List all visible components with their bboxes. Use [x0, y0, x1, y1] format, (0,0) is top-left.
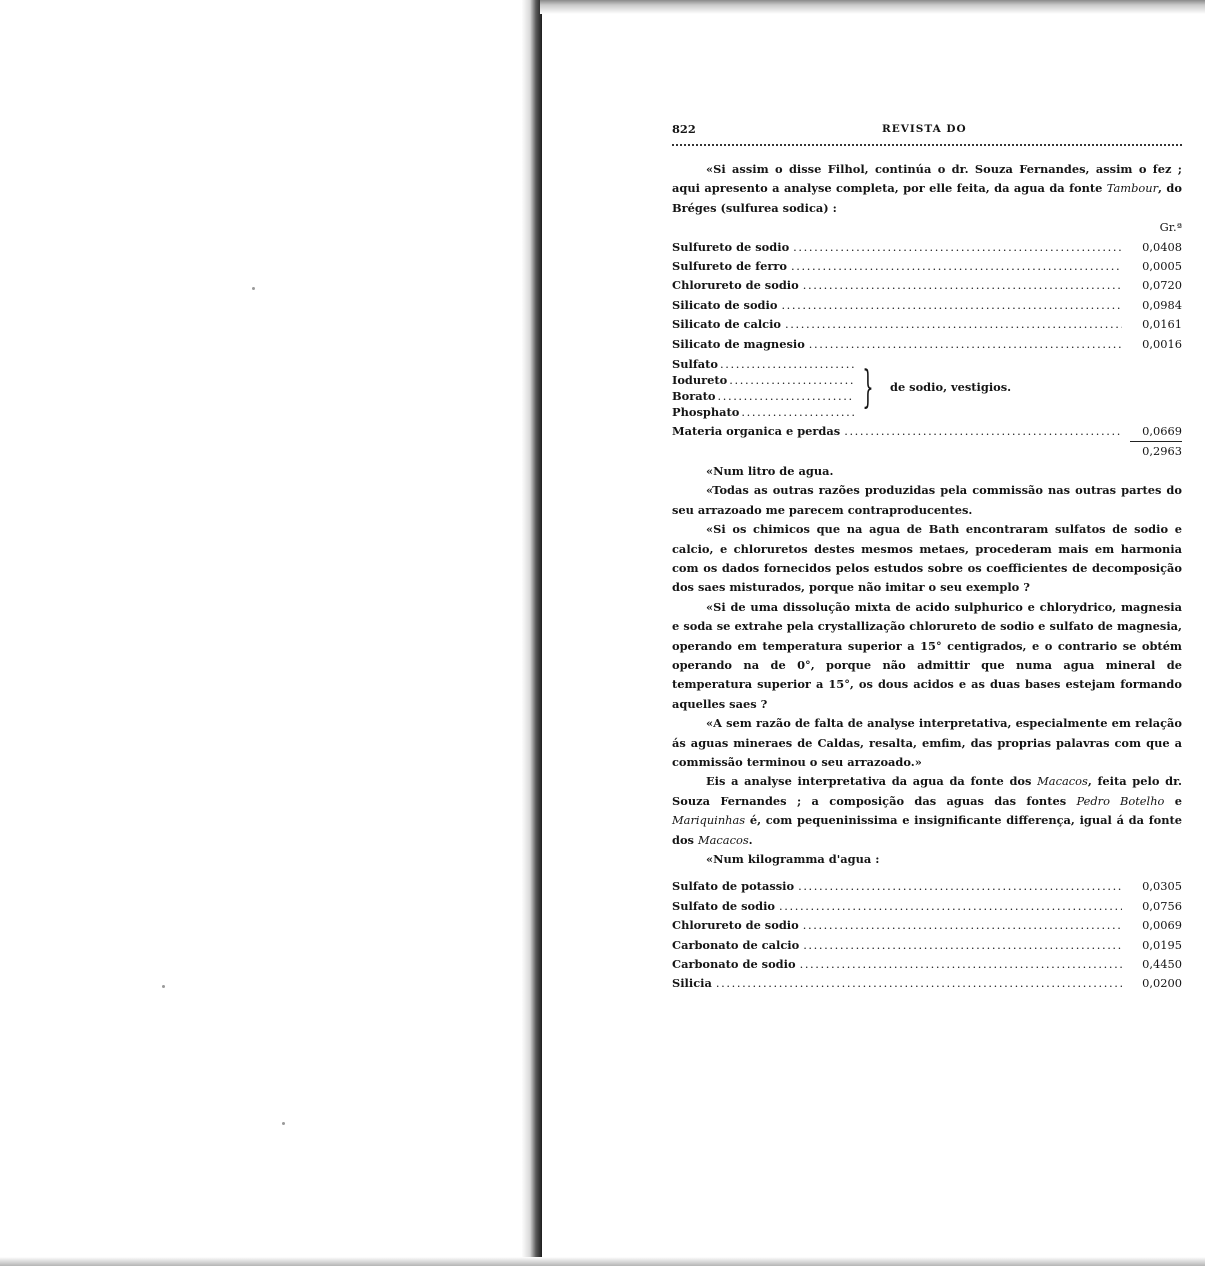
- spring-name: Macacos: [697, 832, 749, 847]
- table-row: Carbonato de calcio . . . 0,0195: [672, 936, 1182, 955]
- table-caption: «Num kilogramma d'agua :: [706, 852, 880, 866]
- table-row: Silicato de calcio . . . 0,0161: [672, 315, 1182, 334]
- table-row: Sulfureto de ferro . . . 0,0005: [672, 257, 1182, 276]
- intro-paragraph: «Si assim o disse Filhol, continúa o dr. Souza Fernandes, assim o fez ; aqui apresento a analyse completa, por elle feita, da agua da fonte Tambour, do Bréges (sulfurea sodica) :: [672, 162, 1182, 215]
- table-row: Chlorureto de sodio . . . 0,0069: [672, 916, 1182, 935]
- book-page: [672, 120, 1182, 994]
- trace-note: de sodio, vestigios.: [890, 380, 1012, 395]
- header-rule: [672, 144, 1182, 146]
- scan-speck: [162, 985, 165, 988]
- body-paragraph: «Todas as outras razões produzidas pela commissão nas outras partes do seu arrazoado me parecem contraproducentes.: [672, 483, 1182, 517]
- scan-speck: [252, 287, 255, 290]
- trace-item: Borato . . .: [672, 388, 854, 404]
- table-total: 0,2963: [1142, 444, 1182, 459]
- trace-list: [672, 356, 854, 420]
- table-row: Silicia . . . 0,0200: [672, 974, 1182, 993]
- trace-item: Sulfato . . .: [672, 356, 854, 372]
- page-number: 822: [672, 122, 696, 136]
- body-paragraph: «Si os chimicos que na agua de Bath encontraram sulfatos de sodio e calcio, e chloruretos destes mesmos metaes, procederam mais em harmonia com os dados fornecidos pelos estudos sobre os coefficientes de decomposição dos saes misturados, porque não imitar o seu exemplo ?: [672, 522, 1182, 595]
- table-row: Silicato de magnesio . . . 0,0016: [672, 335, 1182, 354]
- spring-name: Tambour: [1106, 181, 1159, 196]
- table-row: Materia organica e perdas . . . 0,0669: [672, 422, 1182, 441]
- table-row: Sulfureto de sodio . . . 0,0408: [672, 238, 1182, 257]
- body-paragraph: «A sem razão de falta de analyse interpretativa, especialmente em relação ás aguas mineraes de Caldas, resalta, emfim, das proprias palavras com que a commissão terminou o seu arrazoado.»: [672, 716, 1182, 769]
- scan-speck: [282, 1122, 285, 1125]
- brace-symbol: }: [862, 362, 874, 414]
- analysis-table-2: [672, 877, 1182, 993]
- spring-name: Macacos: [1037, 774, 1088, 789]
- trace-compounds-group: [672, 356, 1182, 420]
- table-row: Silicato de sodio . . . 0,0984: [672, 296, 1182, 315]
- table-row: Sulfato de sodio . . . 0,0756: [672, 897, 1182, 916]
- analysis-table-1: [672, 218, 1182, 481]
- body-paragraph: «Si de uma dissolução mixta de acido sulphurico e chlorydrico, magnesia e soda se extrahe pela crystallização chlorureto de sodio e sulfato de magnesia, operando em temperatura superior a 15° centigrados, e o contrario se obtém operando na de 0°, porque não admittir que numa agua mineral de temperatura superior a 15°, os dous acidos e as duas bases estejam formando aquelles saes ?: [672, 599, 1182, 711]
- table-row: Chlorureto de sodio . . . 0,0720: [672, 276, 1182, 295]
- spring-name: Pedro Botelho: [1076, 793, 1165, 808]
- trace-item: Iodureto . . .: [672, 372, 854, 388]
- table-row: Sulfato de potassio . . . 0,0305: [672, 877, 1182, 896]
- table-caption: «Num litro de agua.: [706, 463, 834, 478]
- page-header: [672, 120, 1182, 140]
- page-bottom-edge: [0, 1257, 1205, 1266]
- running-title: REVISTA DO: [882, 123, 967, 135]
- spring-name: Mariquinhas: [672, 813, 746, 828]
- macacos-paragraph: Eis a analyse interpretativa da agua da fonte dos Macacos, feita pelo dr. Souza Fernandes ; a composição das aguas das fontes Pedro Botelho e Mariquinhas é, com pequeninissima e insignificante differença, igual á da fonte dos Macacos.: [672, 774, 1182, 847]
- unit-label: Gr.ª: [1159, 220, 1182, 235]
- table-row: Carbonato de sodio . . . 0,4450: [672, 955, 1182, 974]
- book-spine-shadow: [522, 0, 542, 1266]
- page-top-edge: [540, 0, 1205, 14]
- trace-item: Phosphato . . .: [672, 404, 854, 420]
